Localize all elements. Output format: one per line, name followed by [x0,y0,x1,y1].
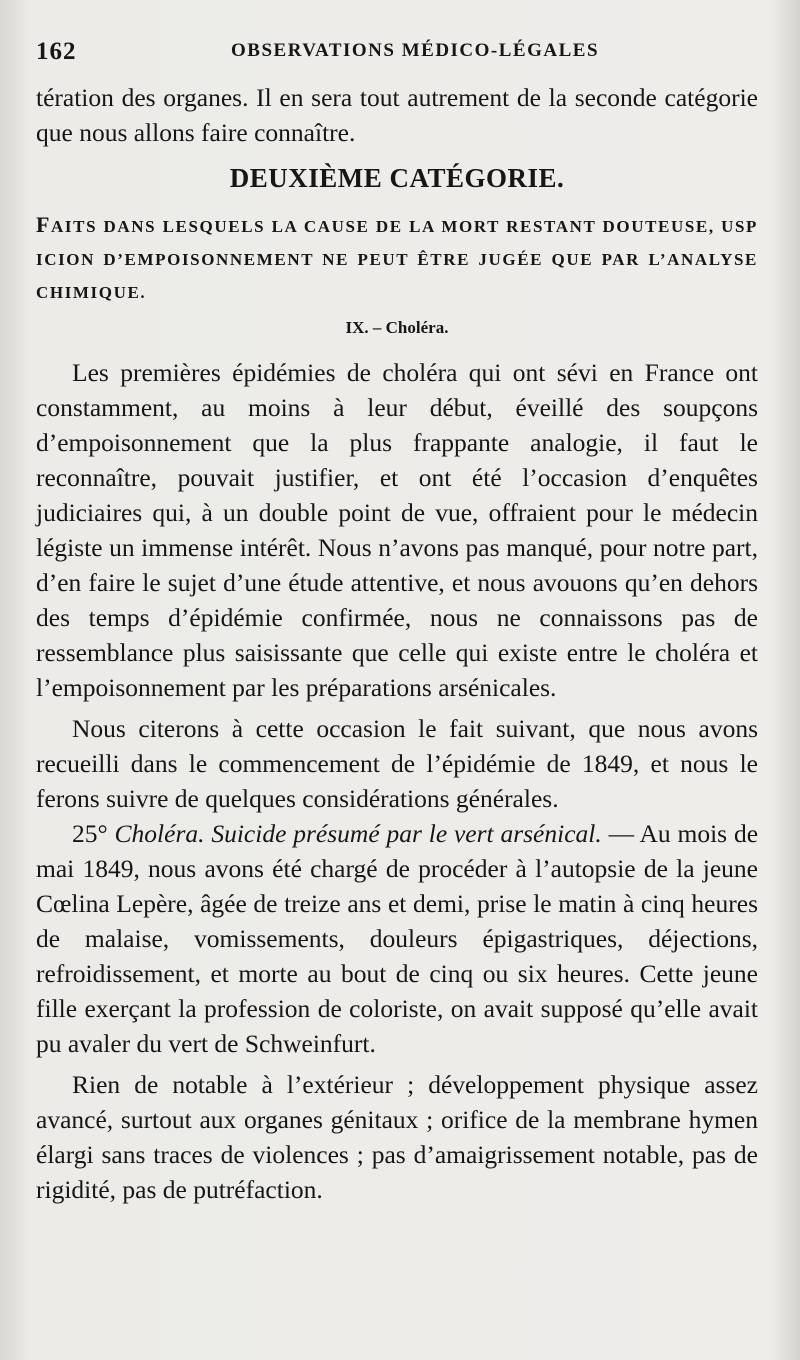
category-subheading [36,208,758,309]
paragraph-intro: Les premières épidémies de choléra qui ont sévi en France ont constamment, au moins à leur début, éveillé des soupçons d’empoisonnement que la plus frappante analogie, il faut le reconnaître, pouvait justifier, et ont été l’occasion d’enquêtes judiciaires qui, à un double point de vue, offraient pour le médecin légiste un immense intérêt. Nous n’avons pas manqué, pour notre part, d’en faire le sujet d’une étude attentive, et nous avouons qu’en dehors des temps d’épidémie confirmée, nous ne connaissons pas de ressemblance plus saisissante que celle qui existe entre le choléra et l’empoisonnement par les préparations arsénicales. [36,358,758,702]
section-title: IX. – Choléra. [345,318,449,337]
subheading-text: AITS DANS LESQUELS LA CAUSE DE LA MORT RESTANT DOUTEUSE, USP ICION D’EMPOISONNEMENT NE PEUT ÊTRE JUGÉE QUE PAR L’ANALYSE CHIMIQUE. [36,217,758,302]
paragraph-findings: Rien de notable à l’extérieur ; développement physique assez avancé, surtout aux organes génitaux ; orifice de la membrane hymen élargi sans traces de violences ; pas d’amaigrissement notable, pas de rigidité, pas de putréfaction. [36,1070,758,1204]
page-body [36,80,758,1207]
running-head: OBSERVATIONS MÉDICO-LÉGALES [231,40,600,61]
case-text: — Au mois de mai 1849, nous avons été chargé de procéder à l’autopsie de la jeune Cœlina Lepère, âgée de treize ans et demi, prise le matin à cinq heures de malaise, vomissements, douleurs épigastriques, déjections, refroidissement, et morte au bout de cinq ou six heures. Cette jeune fille exerçant la profession de coloriste, on avait supposé qu’elle avait pu avaler du vert de Schweinfurt. [36,819,759,1058]
paragraph-continuation: tération des organes. Il en sera tout autrement de la seconde catégorie que nous allons faire connaître. [36,83,758,147]
case-title: Choléra. Suicide présumé par le vert arsénical. [114,819,602,848]
subheading-initial: F [36,212,52,237]
paragraph-citation: Nous citerons à cette occasion le fait suivant, que nous avons recueilli dans le commencement de l’épidémie de 1849, et nous le ferons suivre de quelques considérations générales. [36,714,758,813]
page-header [36,38,756,68]
case-number: 25° [72,819,108,848]
paragraph-case [36,816,758,1061]
page-number: 162 [36,38,77,65]
category-heading: DEUXIÈME CATÉGORIE. [229,163,565,193]
